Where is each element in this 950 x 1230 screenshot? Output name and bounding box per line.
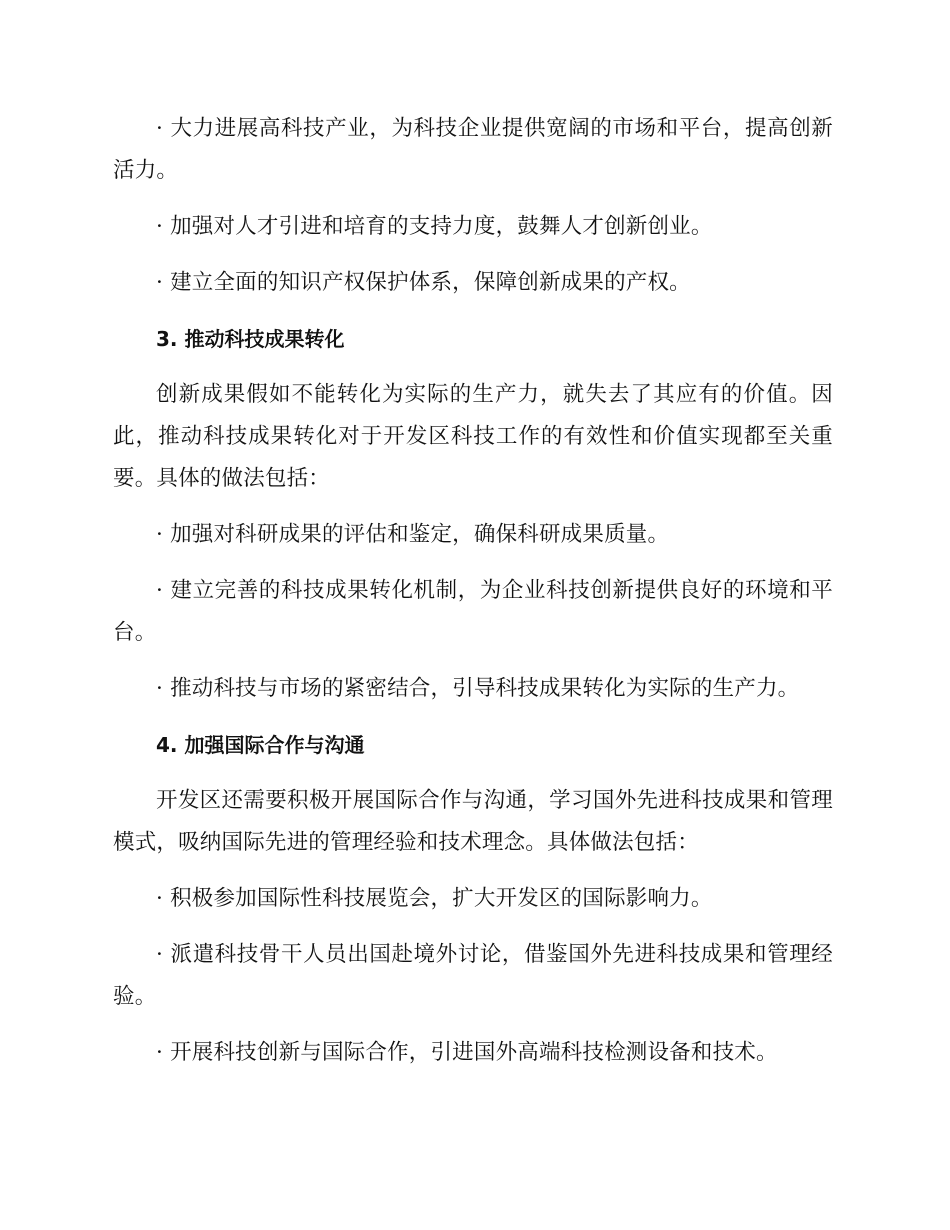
bullet-paragraph: · 加强对科研成果的评估和鉴定，确保科研成果质量。 <box>156 522 670 547</box>
bullet-paragraph: · 建立完善的科技成果转化机制，为企业科技创新提供良好的环境和平台。 <box>113 578 833 645</box>
bullet-paragraph: · 推动科技与市场的紧密结合，引导科技成果转化为实际的生产力。 <box>156 676 800 701</box>
bullet-paragraph: · 开展科技创新与国际合作，引进国外高端科技检测设备和技术。 <box>156 1040 778 1065</box>
bullet-paragraph: · 派遣科技骨干人员出国赴境外讨论，借鉴国外先进科技成果和管理经验。 <box>113 942 833 1009</box>
bullet-paragraph: · 建立全面的知识产权保护体系，保障创新成果的产权。 <box>156 270 691 295</box>
bullet-paragraph: · 大力进展高科技产业，为科技企业提供宽阔的市场和平台，提高创新活力。 <box>113 116 833 183</box>
bullet-paragraph: · 加强对人才引进和培育的支持力度，鼓舞人才创新创业。 <box>156 214 713 239</box>
section-heading: 3. 推动科技成果转化 <box>156 327 345 351</box>
body-paragraph: 创新成果假如不能转化为实际的生产力，就失去了其应有的价值。因此，推动科技成果转化对于开发区科技工作的有效性和价值实现都至关重要。具体的做法包括： <box>113 382 833 491</box>
bullet-paragraph: · 积极参加国际性科技展览会，扩大开发区的国际影响力。 <box>156 886 713 911</box>
body-paragraph: 开发区还需要积极开展国际合作与沟通，学习国外先进科技成果和管理模式，吸纳国际先进的管理经验和技术理念。具体做法包括： <box>113 788 833 855</box>
section-heading: 4. 加强国际合作与沟通 <box>156 733 365 757</box>
document-body <box>113 108 833 1074</box>
